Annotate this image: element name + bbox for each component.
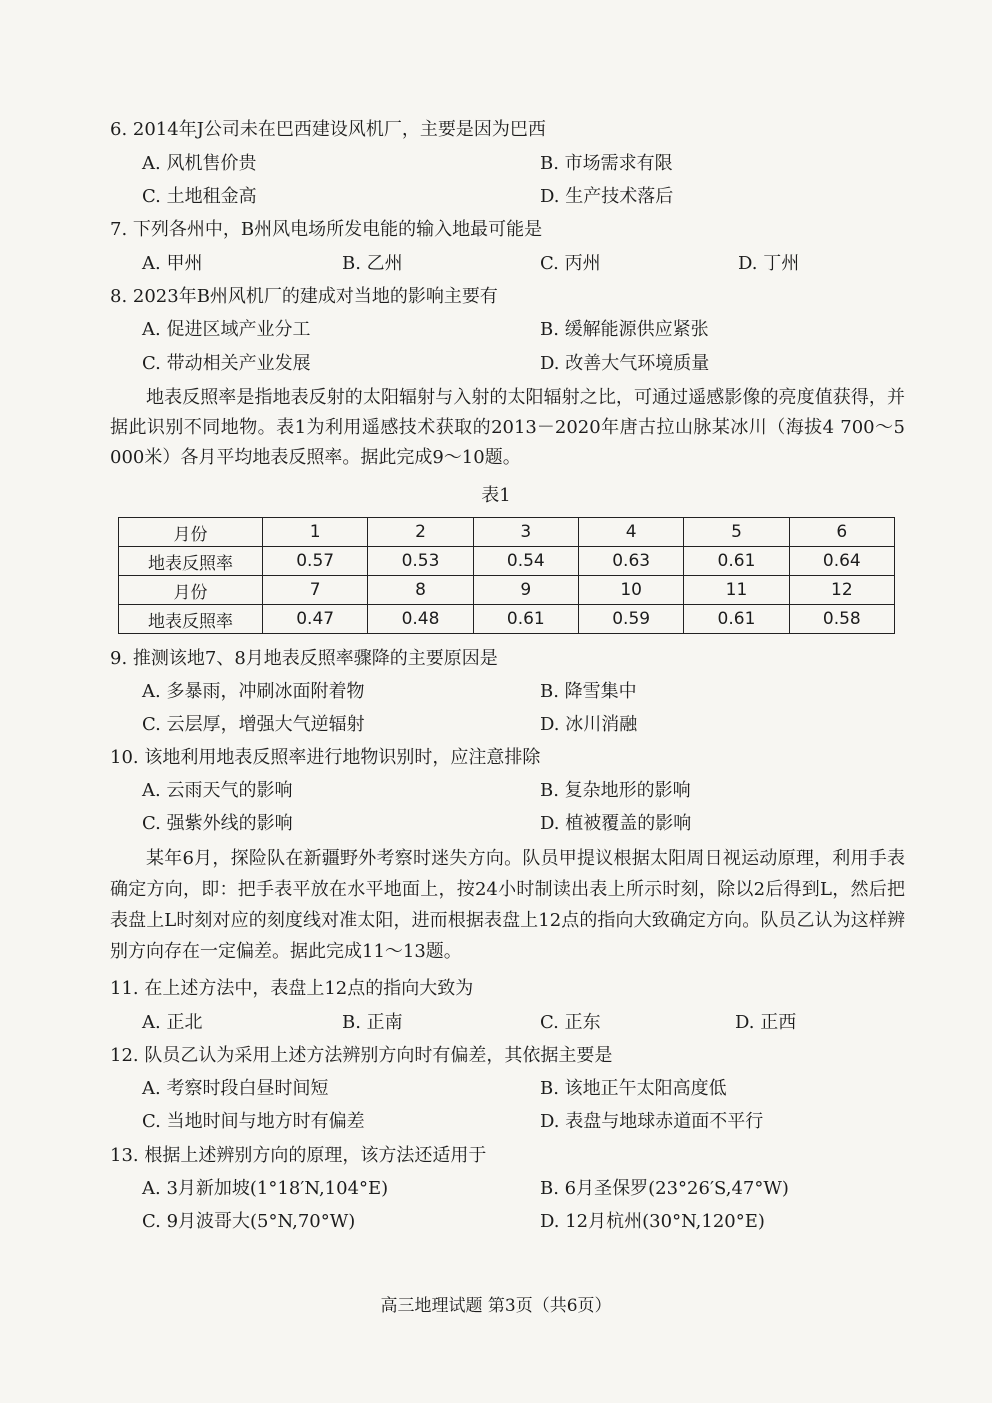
question-6-option-c: C. 土地租金高: [142, 186, 257, 207]
question-11-option-a: A. 正北: [142, 1012, 203, 1033]
table-cell: 3: [473, 518, 578, 547]
table-cell: 5: [684, 518, 789, 547]
question-10-stem: 10. 该地利用地表反照率进行地物识别时，应注意排除: [110, 747, 541, 768]
question-8-option-b: B. 缓解能源供应紧张: [540, 319, 709, 340]
table-cell: 7: [263, 576, 368, 605]
question-13-option-a: A. 3月新加坡(1°18′N,104°E): [142, 1178, 389, 1199]
question-8-stem: 8. 2023年B州风机厂的建成对当地的影响主要有: [110, 286, 498, 307]
table-cell: 0.54: [473, 547, 578, 576]
question-9-stem: 9. 推测该地7、8月地表反照率骤降的主要原因是: [110, 648, 498, 669]
table-cell: 0.59: [578, 605, 683, 634]
question-8-option-c: C. 带动相关产业发展: [142, 353, 311, 374]
question-12-option-b: B. 该地正午太阳高度低: [540, 1078, 727, 1099]
question-10-option-c: C. 强紫外线的影响: [142, 813, 293, 834]
question-7-option-c: C. 丙州: [540, 253, 601, 274]
question-11-option-d: D. 正西: [735, 1012, 797, 1033]
table-cell: 0.48: [368, 605, 473, 634]
question-6-stem: 6. 2014年J公司未在巴西建设风机厂，主要是因为巴西: [110, 119, 546, 140]
table-cell: 11: [684, 576, 789, 605]
table-row-values-2: [119, 605, 895, 634]
question-11-option-c: C. 正东: [540, 1012, 601, 1033]
question-11-stem: 11. 在上述方法中，表盘上12点的指向大致为: [110, 978, 474, 999]
table-cell: 9: [473, 576, 578, 605]
table-header-albedo: 地表反照率: [119, 547, 263, 576]
question-11-option-b: B. 正南: [342, 1012, 403, 1033]
question-12-option-a: A. 考察时段白昼时间短: [142, 1078, 329, 1099]
table-cell: 10: [578, 576, 683, 605]
question-7-option-a: A. 甲州: [142, 253, 203, 274]
albedo-table: [118, 517, 895, 634]
table-cell: 0.47: [263, 605, 368, 634]
table-cell: 4: [578, 518, 683, 547]
table-cell: 1: [263, 518, 368, 547]
question-6-option-d: D. 生产技术落后: [540, 186, 674, 207]
table-header-month: 月份: [119, 518, 263, 547]
table-header-albedo: 地表反照率: [119, 605, 263, 634]
question-9-option-c: C. 云层厚，增强大气逆辐射: [142, 714, 365, 735]
question-12-option-c: C. 当地时间与地方时有偏差: [142, 1111, 365, 1132]
table-caption: 表1: [481, 485, 511, 506]
question-9-option-a: A. 多暴雨，冲刷冰面附着物: [142, 681, 365, 702]
question-10-option-a: A. 云雨天气的影响: [142, 780, 293, 801]
question-8-option-a: A. 促进区域产业分工: [142, 319, 311, 340]
question-10-option-d: D. 植被覆盖的影响: [540, 813, 692, 834]
table-cell: 0.61: [473, 605, 578, 634]
table-cell: 0.64: [789, 547, 894, 576]
question-6-option-a: A. 风机售价贵: [142, 153, 257, 174]
table-cell: 8: [368, 576, 473, 605]
question-10-option-b: B. 复杂地形的影响: [540, 780, 691, 801]
passage-9-10-text: 地表反照率是指地表反射的太阳辐射与入射的太阳辐射之比，可通过遥感影像的亮度值获得，并据此识别不同地物。表1为利用遥感技术获取的2013－2020年唐古拉山脉某冰川（海拔4 700～5 000米）各月平均地表反照率。据此完成9～10题。: [110, 387, 905, 468]
question-13-option-c: C. 9月波哥大(5°N,70°W): [142, 1211, 356, 1232]
question-8-option-d: D. 改善大气环境质量: [540, 353, 710, 374]
question-7-option-d: D. 丁州: [738, 253, 800, 274]
table-cell: 0.53: [368, 547, 473, 576]
question-13-stem: 13. 根据上述辨别方向的原理，该方法还适用于: [110, 1145, 487, 1166]
table-cell: 0.61: [684, 547, 789, 576]
passage-11-13-text: 某年6月，探险队在新疆野外考察时迷失方向。队员甲提议根据太阳周日视运动原理，利用手表确定方向，即：把手表平放在水平地面上，按24小时制读出表上所示时刻，除以2后得到L，然后把表盘上L时刻对应的刻度线对准太阳，进而根据表盘上12点的指向大致确定方向。队员乙认为这样辨别方向存在一定偏差。据此完成11～13题。: [110, 848, 905, 962]
passage-11-13: [110, 843, 905, 967]
question-9-option-b: B. 降雪集中: [540, 681, 637, 702]
table-row-values-1: [119, 547, 895, 576]
table-cell: 6: [789, 518, 894, 547]
table-cell: 12: [789, 576, 894, 605]
page-footer: 高三地理试题 第3页（共6页）: [380, 1296, 612, 1316]
table-cell: 2: [368, 518, 473, 547]
table-row-months-2: [119, 576, 895, 605]
question-7-option-b: B. 乙州: [342, 253, 403, 274]
table-cell: 0.63: [578, 547, 683, 576]
question-12-option-d: D. 表盘与地球赤道面不平行: [540, 1111, 764, 1132]
question-7-stem: 7. 下列各州中，B州风电场所发电能的输入地最可能是: [110, 219, 543, 240]
table-cell: 0.57: [263, 547, 368, 576]
question-9-option-d: D. 冰川消融: [540, 714, 638, 735]
table-cell: 0.61: [684, 605, 789, 634]
question-12-stem: 12. 队员乙认为采用上述方法辨别方向时有偏差，其依据主要是: [110, 1045, 613, 1066]
question-6-option-b: B. 市场需求有限: [540, 153, 673, 174]
question-13-option-b: B. 6月圣保罗(23°26′S,47°W): [540, 1178, 789, 1199]
table-header-month: 月份: [119, 576, 263, 605]
table-cell: 0.58: [789, 605, 894, 634]
table-row-months-1: [119, 518, 895, 547]
question-13-option-d: D. 12月杭州(30°N,120°E): [540, 1211, 765, 1232]
passage-9-10: [110, 383, 905, 473]
